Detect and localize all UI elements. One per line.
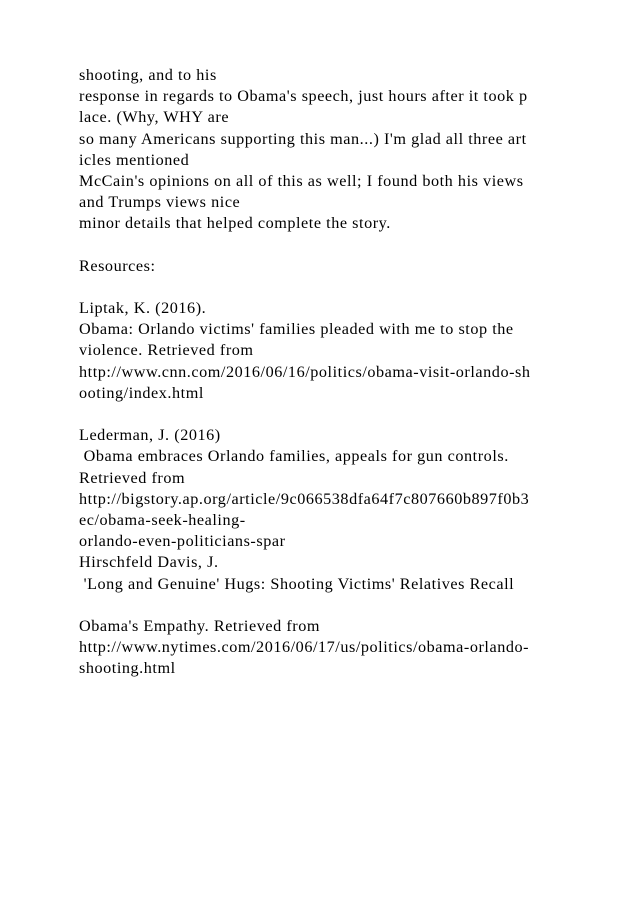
body-text-line: icles mentioned bbox=[79, 150, 190, 169]
body-text-line: shooting, and to his bbox=[79, 66, 217, 84]
blank-line bbox=[79, 595, 579, 616]
reference-title: Obama embraces Orlando families, appeals for gun controls. bbox=[79, 447, 509, 466]
blank-line bbox=[79, 404, 579, 425]
reference-url: shooting.html bbox=[79, 659, 176, 678]
resources-heading: Resources: bbox=[79, 256, 156, 275]
document-body bbox=[79, 65, 579, 679]
reference-url: ooting/index.html bbox=[79, 383, 204, 402]
reference-url: http://bigstory.ap.org/article/9c066538dfa64f7c807660b897f0b3 bbox=[79, 489, 530, 508]
reference-url: ec/obama-seek-healing- bbox=[79, 510, 246, 529]
reference-title: Obama's Empathy. Retrieved from bbox=[79, 616, 320, 635]
reference-author: Hirschfeld Davis, J. bbox=[79, 553, 219, 572]
body-text-line: and Trumps views nice bbox=[79, 193, 241, 212]
blank-line bbox=[79, 277, 579, 298]
reference-author: Liptak, K. (2016). bbox=[79, 299, 207, 318]
reference-title: violence. Retrieved from bbox=[79, 341, 254, 360]
body-text-line: response in regards to Obama's speech, just hours after it took p bbox=[79, 87, 528, 106]
reference-url: orlando-even-politicians-spar bbox=[79, 532, 286, 551]
blank-line bbox=[79, 235, 579, 256]
body-text-line: lace. (Why, WHY are bbox=[79, 108, 230, 127]
reference-url: http://www.nytimes.com/2016/06/17/us/politics/obama-orlando- bbox=[79, 638, 530, 657]
reference-author: Lederman, J. (2016) bbox=[79, 426, 221, 445]
reference-title: Obama: Orlando victims' families pleaded with me to stop the bbox=[79, 320, 514, 339]
body-text-line: so many Americans supporting this man...) I'm glad all three art bbox=[79, 129, 527, 148]
reference-title: 'Long and Genuine' Hugs: Shooting Victims' Relatives Recall bbox=[79, 574, 515, 593]
reference-url: http://www.cnn.com/2016/06/16/politics/obama-visit-orlando-sh bbox=[79, 362, 531, 381]
reference-title: Retrieved from bbox=[79, 468, 186, 487]
body-text-line: minor details that helped complete the story. bbox=[79, 214, 391, 233]
body-text-line: McCain's opinions on all of this as well; I found both his views bbox=[79, 171, 524, 190]
